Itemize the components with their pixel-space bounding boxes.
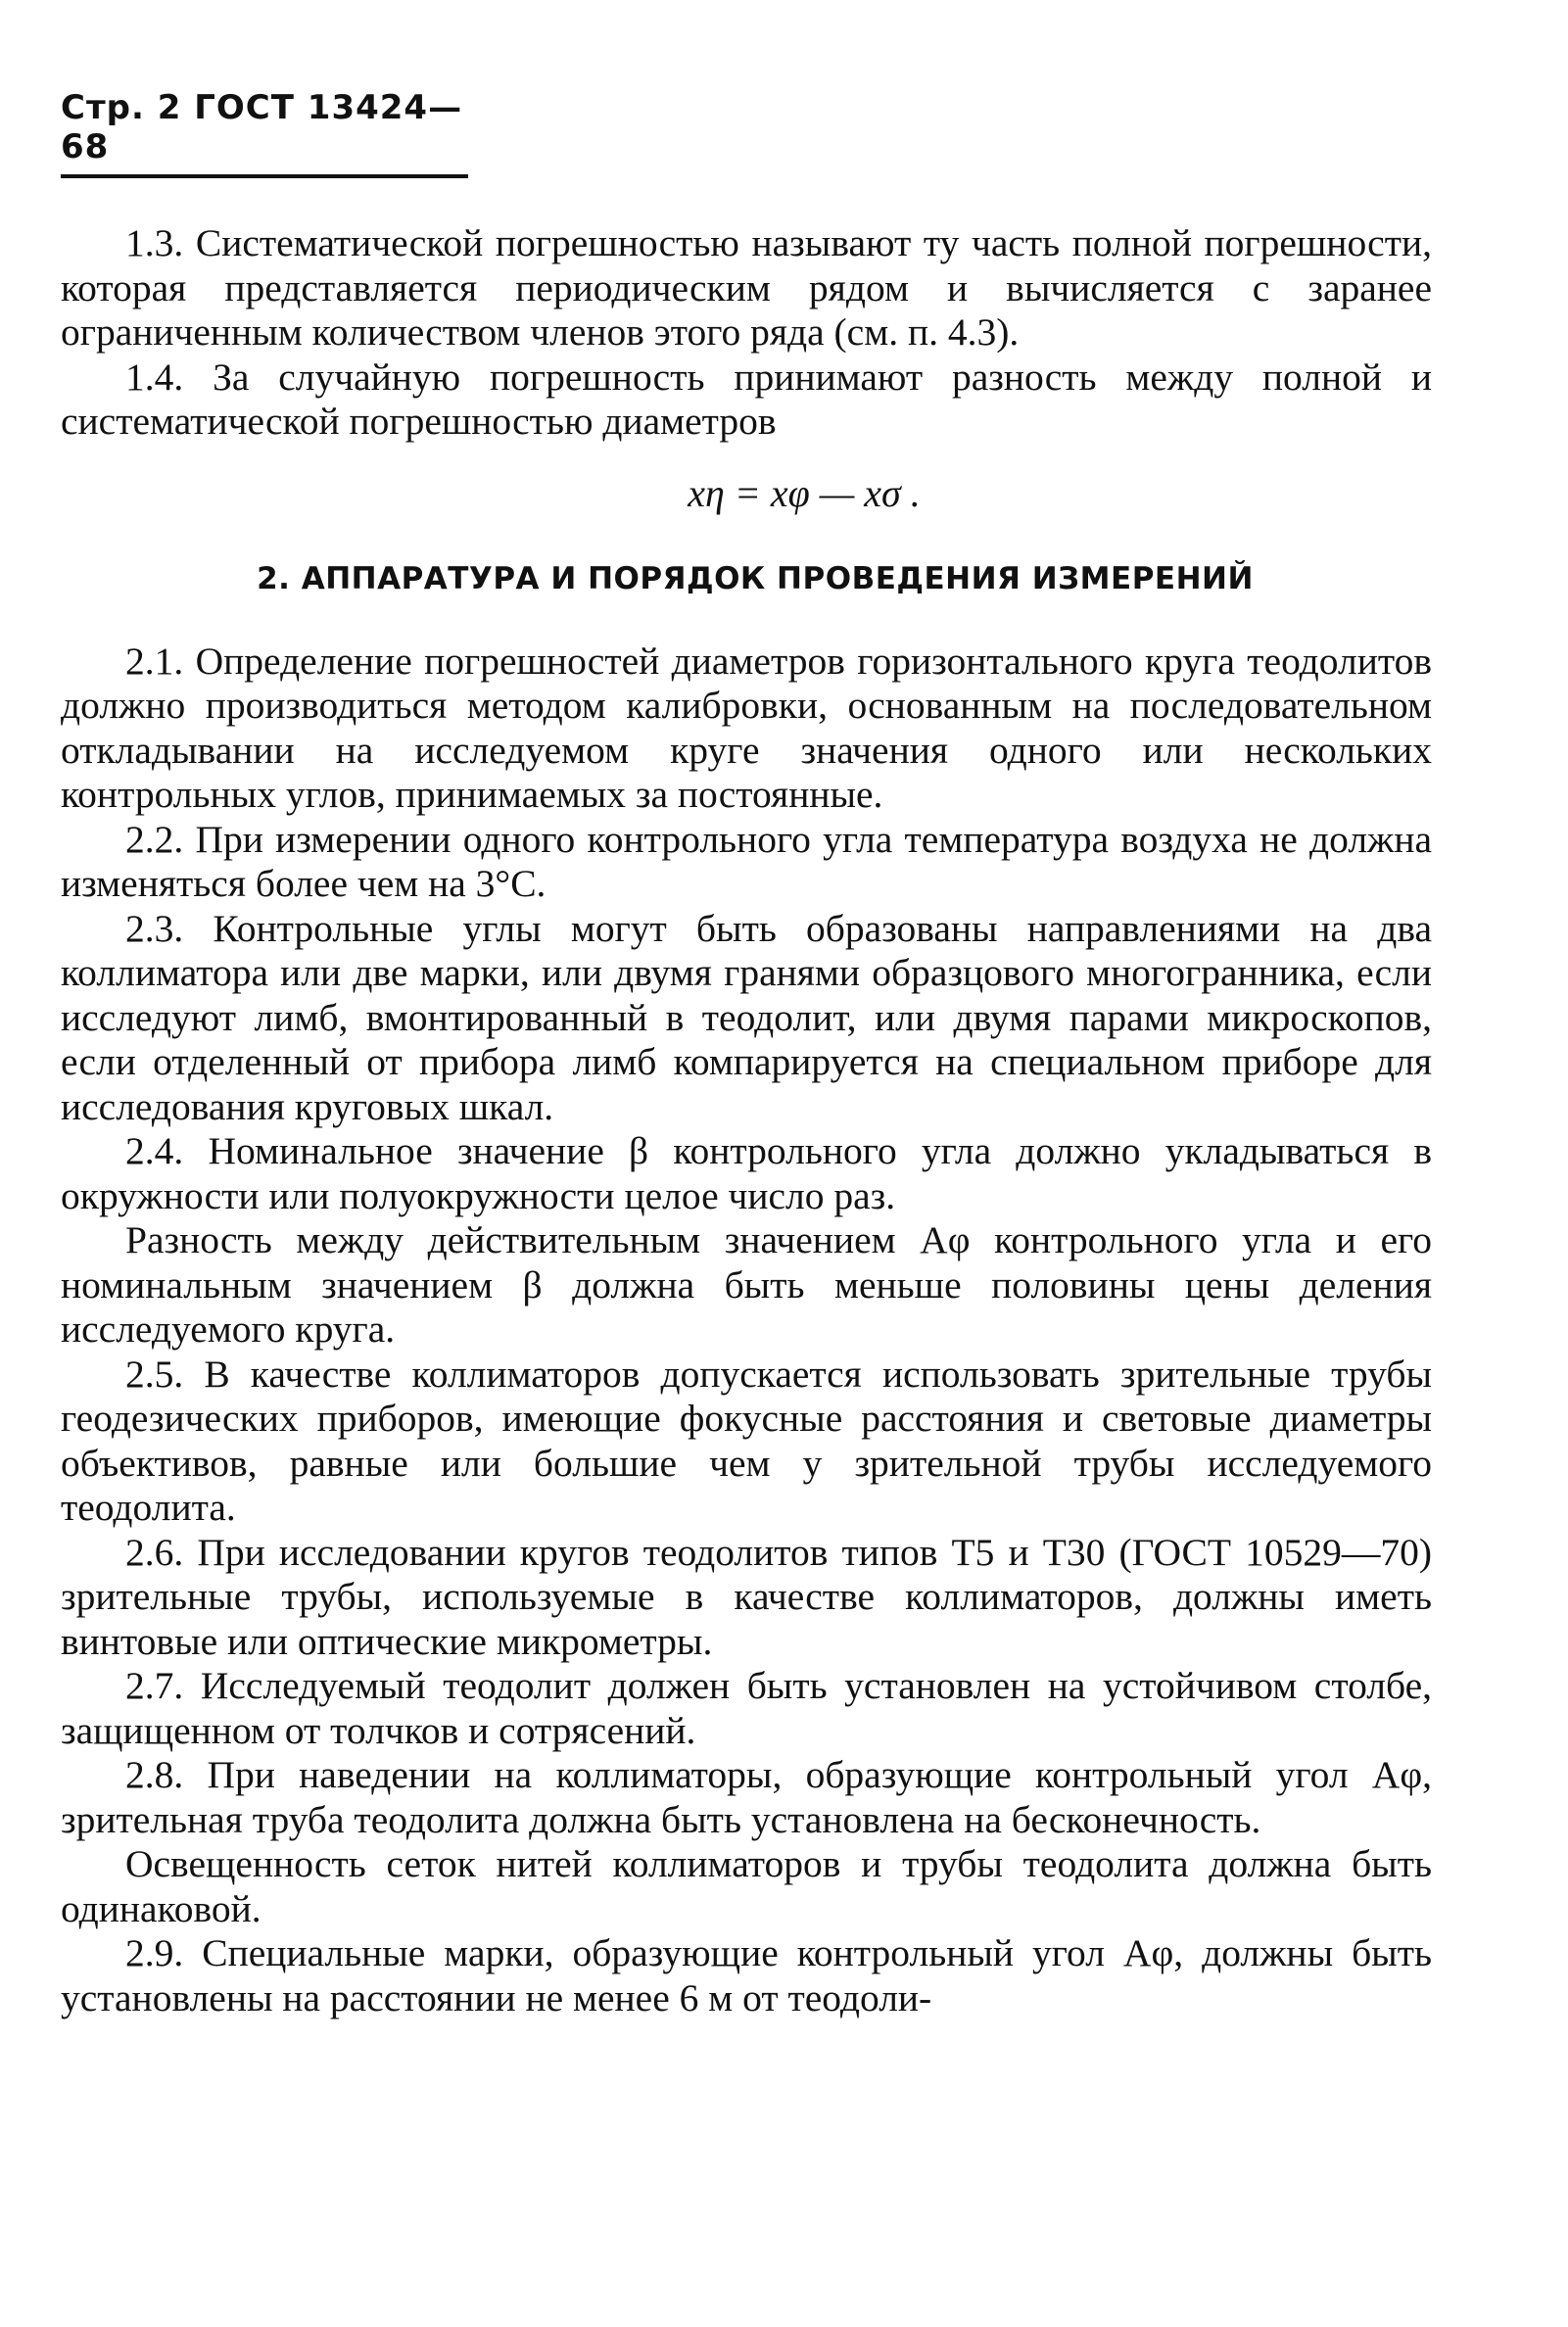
- document-page: [61, 88, 1432, 2020]
- paragraph-1-3: 1.3. Систематической погрешностью называют ту часть полной погрешности, которая представляется периодическим рядом и вычисляется с заранее ограниченным количеством членов этого ряда (см. п. 4.3).: [61, 221, 1432, 354]
- paragraph-2-8: 2.8. При наведении на коллиматоры, образующие контрольный угол Aφ, зрительная труба теодолита должна быть установлена на бесконечность.: [61, 1753, 1432, 1841]
- paragraph-2-2: 2.2. При измерении одного контрольного угла температура воздуха не должна изменяться более чем на 3°С.: [61, 817, 1432, 905]
- paragraph-2-7: 2.7. Исследуемый теодолит должен быть установлен на устойчивом столбе, защищенном от толчков и сотрясений.: [61, 1664, 1432, 1752]
- paragraph-2-5: 2.5. В качестве коллиматоров допускается использовать зрительные трубы геодезических приборов, имеющие фокусные расстояния и световые диаметры объективов, равные или большие чем у зрительной трубы исследуемого теодолита.: [61, 1352, 1432, 1529]
- paragraph-2-4-continued: Разность между действительным значением Aφ контрольного угла и его номинальным значением β должна быть меньше половины цены деления исследуемого круга.: [61, 1218, 1432, 1351]
- section-heading: 2. АППАРАТУРА И ПОРЯДОК ПРОВЕДЕНИЯ ИЗМЕРЕНИЙ: [257, 560, 1254, 596]
- body-text: [61, 221, 1432, 445]
- paragraph-2-6: 2.6. При исследовании кругов теодолитов типов Т5 и Т30 (ГОСТ 10529—70) зрительные трубы, используемые в качестве коллиматоров, должны иметь винтовые или оптические микрометры.: [61, 1530, 1432, 1663]
- page-header: Стр. 2 ГОСТ 13424—68: [61, 88, 468, 178]
- random-error-formula: xη = xφ — xσ .: [688, 470, 921, 515]
- paragraph-2-3: 2.3. Контрольные углы могут быть образованы направлениями на два коллиматора или две марки, или двумя гранями образцового многогранника, если исследуют лимб, вмонтированный в теодолит, или двумя парами микроскопов, если отделенный от прибора лимб компарируется на специальном приборе для исследования круговых шкал.: [61, 906, 1432, 1128]
- paragraph-1-4: 1.4. За случайную погрешность принимают разность между полной и систематической погрешностью диаметров: [61, 355, 1432, 443]
- section-2-text: [61, 640, 1432, 2021]
- paragraph-2-9: 2.9. Специальные марки, образующие контрольный угол Aφ, должны быть установлены на расстоянии не менее 6 м от теодоли-: [61, 1931, 1432, 2019]
- paragraph-2-1: 2.1. Определение погрешностей диаметров горизонтального круга теодолитов должно производиться методом калибровки, основанным на последовательном откладывании на исследуемом круге значения одного или нескольких контрольных углов, принимаемых за постоянные.: [61, 639, 1432, 816]
- paragraph-2-4: 2.4. Номинальное значение β контрольного угла должно укладываться в окружности или полуокружности целое число раз.: [61, 1129, 1432, 1217]
- paragraph-2-8-continued: Освещенность сеток нитей коллиматоров и трубы теодолита должна быть одинаковой.: [61, 1842, 1432, 1930]
